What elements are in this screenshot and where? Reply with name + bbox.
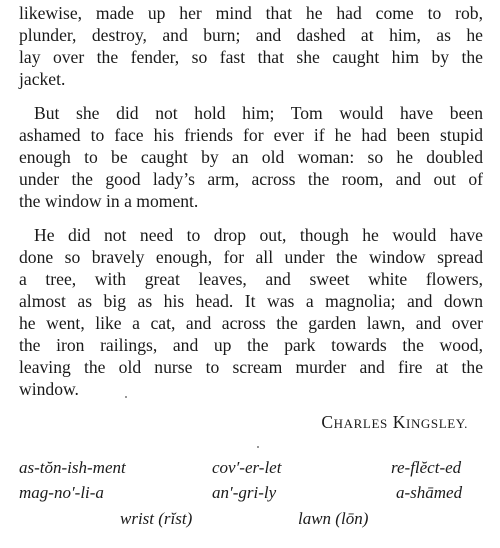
author-attribution [321,412,468,433]
text-line: He did not need to drop out, though he would have [34,225,483,245]
text-line: likewise, made up her mind that he had come to rob, [19,3,483,23]
vocabulary-word: lawn (lōn) [298,509,369,528]
vocabulary-word: cov′-er-let [212,458,282,477]
author-last-name: INGSLEY. [406,416,468,431]
author-initial: C [321,412,334,432]
text-line: almost as big as his head. It was a magnolia; and down [19,291,483,311]
text-line: leaving the old nurse to scream murder and fire at the [19,357,483,377]
text-line: But she did not hold him; Tom would have been [34,103,483,123]
text-line: the iron railings, and up the park towards the wood, [19,335,483,355]
vocabulary-word: mag-no′-li-a [19,483,104,502]
text-line: a tree, with great leaves, and sweet white flowers, [19,269,483,289]
text-line: jacket. [19,69,66,89]
text-line: he went, like a cat, and across the garden lawn, and over [19,313,483,333]
vocabulary-word: an′-gri-ly [212,483,277,502]
text-line: plunder, destroy, and burn; and dashed at him, as he [19,25,483,45]
text-line: the window in a moment. [19,191,199,211]
text-line: under the good lady’s arm, across the room, and out of [19,169,483,189]
text-line: lay over the fender, so fast that she caught him by the [19,47,483,67]
text-line: done so bravely enough, for all under the window spread [19,247,483,267]
vocabulary-word: wrist (rĭst) [120,509,193,528]
print-speck [125,396,127,398]
text-line: enough to be caught by an old woman: so he doubled [19,147,483,167]
author-first-name: HARLES [333,416,388,431]
vocabulary-word: as-tŏn-ish-ment [19,458,126,477]
author-initial: K [392,412,407,432]
print-speck [257,446,259,448]
vocabulary-word: a-shāmed [396,483,463,502]
vocabulary-word: re-flĕct-ed [391,458,462,477]
text-line: ashamed to face his friends for ever if he had been stupid [19,125,483,145]
text-line: window. [19,379,79,399]
